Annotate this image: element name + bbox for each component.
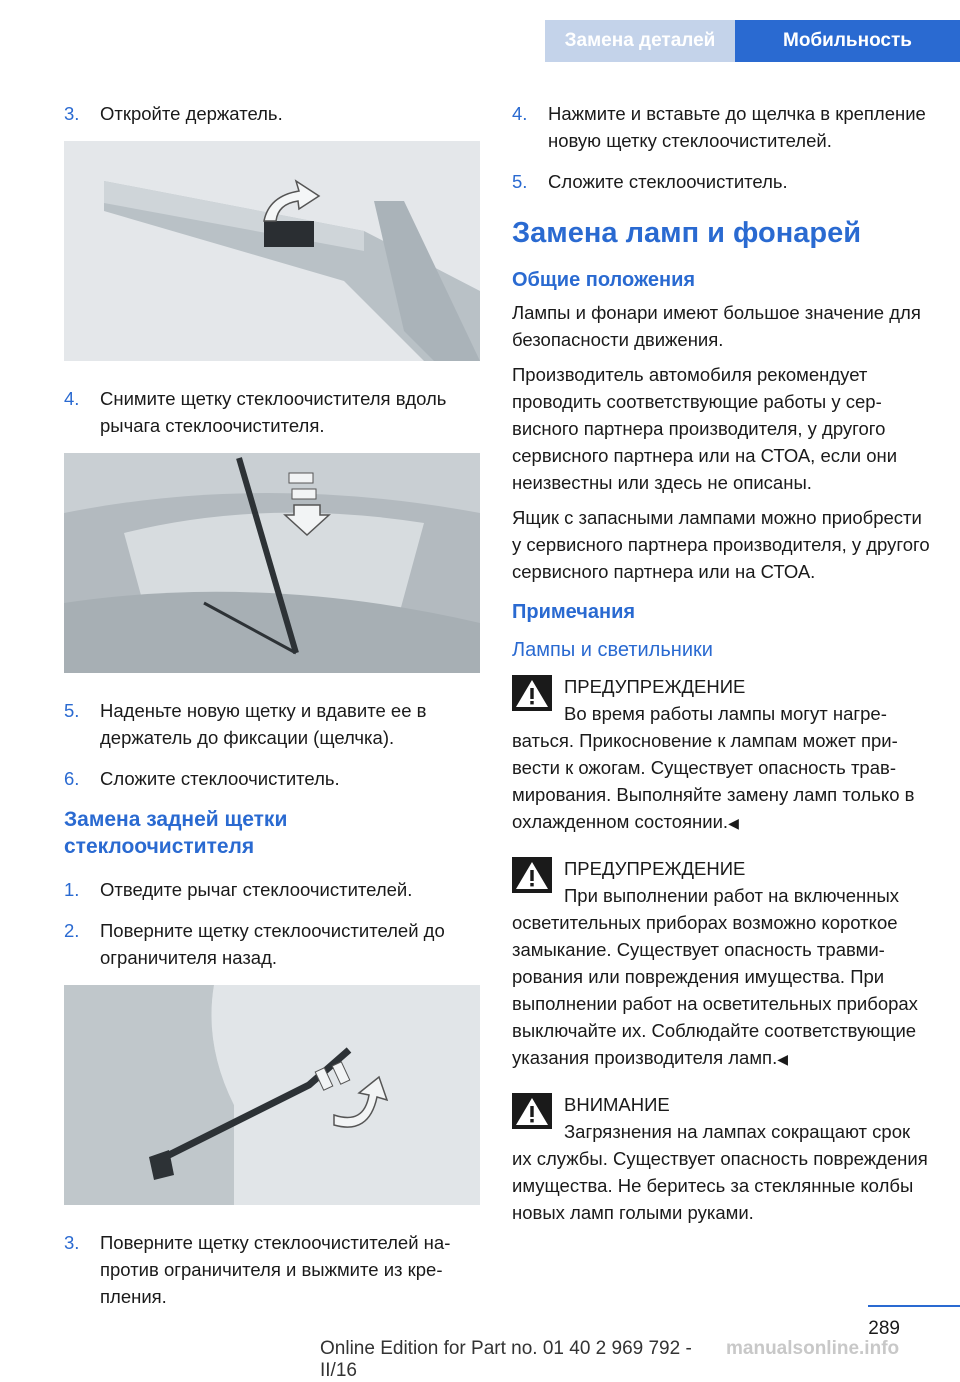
paragraph-importance: Лампы и фонари имеют большое значение для безопасности движения.	[512, 302, 921, 350]
step-text: Сложите стеклоочиститель.	[548, 171, 788, 192]
page-header	[0, 0, 960, 62]
wiper-holder-illustration	[64, 141, 480, 361]
step-number: 3.	[64, 103, 80, 124]
step-text: Наденьте новую щетку и вдавите ее в держатель до фиксации (щелчка).	[100, 700, 427, 748]
step-fold-wiper	[64, 765, 480, 792]
warning-burns	[512, 673, 932, 837]
notes-heading: Примечания	[512, 601, 636, 623]
watermark: manualsonline.info	[726, 1338, 900, 1359]
warning-triangle-icon	[512, 675, 552, 711]
step-insert-blade	[512, 100, 932, 154]
step-remove-blade	[64, 385, 480, 439]
warning-text: При выполнении работ на включенных осветительных приборах возможно короткое замыкание. Существует опасность травмирования или повреждения имущества. При выполнении работ на осветительных приборах выключайте их. Соблюдайте соответствующие указания производителя ламп.	[512, 885, 918, 1068]
lamps-subheading: Лампы и светильники	[512, 639, 713, 661]
page-number: 289	[868, 1318, 900, 1339]
step-number: 5.	[512, 171, 528, 192]
warning-text: Во время работы лампы могут нагреваться. Прикосновение к лампам может привести к ожогам. Существует опасность травмирования. Выполняйте замену ламп только в охлажденном состоянии.	[512, 703, 915, 832]
step-text: Поверните щетку стеклоочистителей напротив ограничителя и выжмите из крепления.	[100, 1232, 451, 1307]
right-column	[512, 100, 932, 1244]
rear-wiper-heading: Замена задней щетки стеклоочистителя	[64, 808, 288, 858]
warning-triangle-icon	[512, 1093, 552, 1129]
chapter-tab[interactable]: Мобильность	[735, 20, 960, 62]
rear-wiper-illustration	[64, 985, 480, 1205]
section-tab[interactable]: Замена деталей	[545, 20, 735, 62]
step-text: Нажмите и вставьте до щелчка в крепление новую щетку стеклоочистителей.	[548, 103, 926, 151]
lamps-main-heading: Замена ламп и фонарей	[512, 217, 862, 249]
step-text: Снимите щетку стеклоочистителя вдоль рычага стеклоочистителя.	[100, 388, 447, 436]
step-number: 4.	[64, 388, 80, 409]
step-number: 2.	[64, 920, 80, 941]
warning-text: Загрязнения на лампах сокращают срок их службы. Существует опасность повреждения имущества. Не беритесь за стеклянные колбы новых ламп голыми руками.	[512, 1121, 928, 1223]
paragraph-spare-box: Ящик с запасными лампами можно приобрести у сервисного партнера производителя, у другого сервисного партнера или на СТОА.	[512, 507, 930, 582]
step-text: Сложите стеклоочиститель.	[100, 768, 340, 789]
step-number: 4.	[512, 103, 528, 124]
caution-glass	[512, 1091, 932, 1226]
warning-title: ВНИМАНИЕ	[564, 1094, 670, 1115]
warning-title: ПРЕДУПРЕЖДЕНИЕ	[564, 858, 746, 879]
step-number: 1.	[64, 879, 80, 900]
rear-step-1	[64, 876, 480, 903]
step-number: 5.	[64, 700, 80, 721]
windshield-wiper-illustration	[64, 453, 480, 673]
step-text: Отведите рычаг стеклоочистителей.	[100, 879, 413, 900]
step-open-holder	[64, 100, 480, 127]
end-marker: ◀	[728, 815, 739, 831]
end-marker: ◀	[777, 1051, 788, 1067]
step-attach-blade	[64, 697, 480, 751]
step-number: 3.	[64, 1232, 80, 1253]
warning-title: ПРЕДУПРЕЖДЕНИЕ	[564, 676, 746, 697]
step-text: Откройте держатель.	[100, 103, 283, 124]
left-column	[64, 100, 480, 1324]
general-heading: Общие положения	[512, 269, 696, 291]
step-number: 6.	[64, 768, 80, 789]
warning-short-circuit	[512, 855, 932, 1073]
edition-footer: Online Edition for Part no. 01 40 2 969 792 - II/16	[320, 1338, 692, 1381]
rear-step-2	[64, 917, 480, 971]
step-text: Поверните щетку стеклоочистителей до ограничителя назад.	[100, 920, 445, 968]
paragraph-recommendation: Производитель автомобиля рекомендует проводить соответствующие работы у сервисного партнера производителя, у другого сервисного партнера или на СТОА, если они неизвестны или здесь не описаны.	[512, 364, 898, 493]
rear-step-3	[64, 1229, 480, 1310]
step-fold-wiper-right	[512, 168, 932, 195]
warning-triangle-icon	[512, 857, 552, 893]
page-number-rule	[868, 1305, 960, 1307]
